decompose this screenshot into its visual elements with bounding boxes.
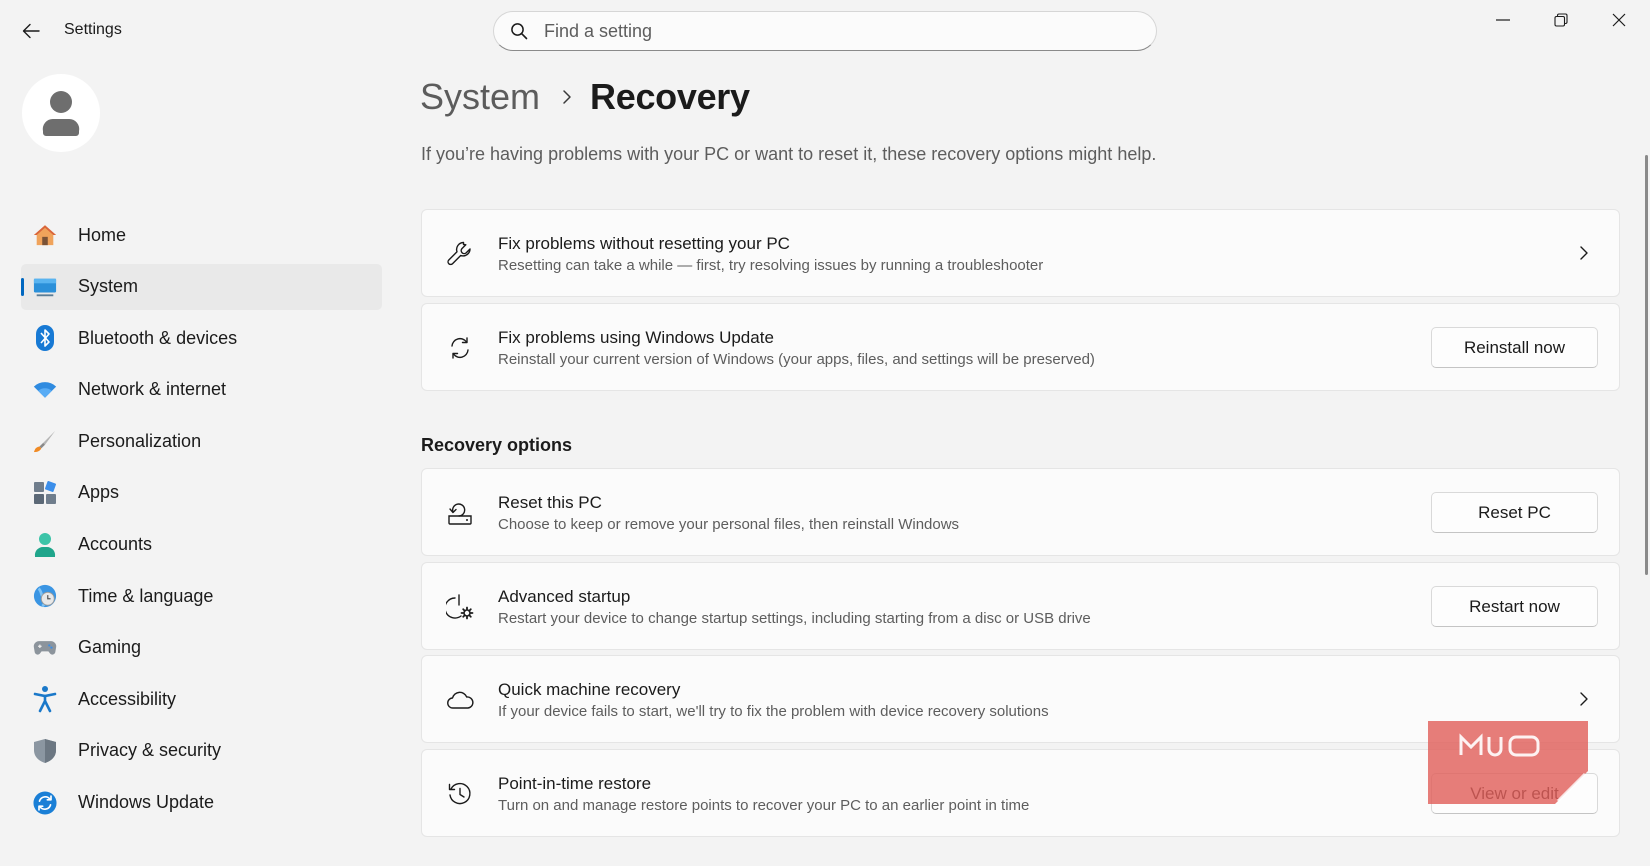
reinstall-now-button[interactable]: Reinstall now: [1431, 327, 1598, 368]
card-text: [498, 492, 959, 535]
reset-pc-card: [421, 468, 1620, 556]
reset-pc-button[interactable]: Reset PC: [1431, 492, 1598, 533]
card-description: Reinstall your current version of Windows (your apps, files, and settings will be preserved): [498, 351, 1095, 368]
card-description: If your device fails to start, we'll try to fix the problem with device recovery solutions: [498, 703, 1049, 720]
sidebar-item-label: Accounts: [78, 534, 153, 555]
muo-watermark-logo: [1428, 721, 1588, 804]
brush-icon: [33, 429, 57, 453]
restore-button[interactable]: [1532, 0, 1590, 40]
sidebar-item-label: Windows Update: [78, 792, 215, 813]
wifi-icon: [33, 378, 57, 402]
sidebar-item-apps[interactable]: [21, 470, 382, 516]
app-title: Settings: [64, 21, 122, 38]
search-icon: [508, 20, 530, 42]
cloud-icon: [444, 684, 476, 716]
sidebar-nav: [21, 212, 382, 831]
card-description: Turn on and manage restore points to recover your PC to an earlier point in time: [498, 797, 1030, 814]
accounts-icon: [33, 533, 57, 557]
apps-icon: [33, 481, 57, 505]
page-title: Recovery: [590, 76, 750, 117]
history-icon: [444, 778, 476, 810]
card-text: [498, 773, 1029, 816]
time-language-icon: [33, 584, 57, 608]
sidebar-item-system[interactable]: [21, 264, 382, 310]
card-title: Quick machine recovery: [498, 680, 681, 699]
chevron-right-icon: [1575, 690, 1593, 708]
sidebar-item-privacy-security[interactable]: [21, 728, 382, 774]
reset-pc-icon: [444, 497, 476, 529]
sidebar-item-label: System: [78, 276, 139, 297]
sidebar-item-windows-update[interactable]: [21, 780, 382, 826]
sidebar-item-accounts[interactable]: [21, 522, 382, 568]
user-avatar-icon: [41, 89, 81, 137]
card-title: Fix problems using Windows Update: [498, 328, 774, 347]
card-title: Advanced startup: [498, 587, 631, 606]
title-bar: [0, 0, 1650, 62]
sidebar-item-bluetooth-devices[interactable]: [21, 315, 382, 361]
back-arrow-icon: [22, 23, 40, 39]
section-title: Recovery options: [421, 435, 573, 455]
sidebar-item-time-language[interactable]: [21, 573, 382, 619]
sidebar-item-label: Network & internet: [78, 379, 227, 400]
restart-now-button[interactable]: Restart now: [1431, 586, 1598, 627]
advanced-startup-card: [421, 562, 1620, 650]
search-box[interactable]: [493, 11, 1157, 51]
sidebar-item-label: Privacy & security: [78, 740, 222, 761]
card-description: Restart your device to change startup settings, including starting from a disc or USB drive: [498, 610, 1091, 627]
wrench-icon: [444, 238, 476, 270]
system-icon: [33, 275, 57, 299]
sidebar-item-home[interactable]: [21, 212, 382, 258]
bluetooth-icon: [33, 326, 57, 350]
chevron-right-icon: [562, 89, 572, 105]
minimize-icon: [1496, 19, 1510, 21]
close-button[interactable]: [1590, 0, 1648, 40]
sidebar-item-label: Personalization: [78, 430, 202, 451]
card-title: Fix problems without resetting your PC: [498, 234, 790, 253]
page-description: If you’re having problems with your PC or want to reset it, these recovery options might help.: [421, 144, 1157, 164]
scrollbar-thumb[interactable]: [1645, 155, 1648, 575]
gamepad-icon: [33, 636, 57, 660]
sidebar-item-personalization[interactable]: [21, 418, 382, 464]
close-icon: [1612, 13, 1626, 27]
restore-icon: [1554, 13, 1568, 27]
breadcrumb: [420, 72, 750, 122]
sidebar-item-label: Gaming: [78, 637, 142, 658]
search-input[interactable]: [544, 21, 1104, 42]
minimize-button[interactable]: [1474, 0, 1532, 40]
home-icon: [33, 223, 57, 247]
card-title: Point-in-time restore: [498, 774, 652, 793]
sidebar-item-network-internet[interactable]: [21, 367, 382, 413]
card-text: [498, 233, 1043, 276]
shield-icon: [33, 739, 57, 763]
back-button[interactable]: [14, 14, 48, 48]
sidebar-item-label: Accessibility: [78, 688, 177, 709]
user-avatar[interactable]: [22, 74, 100, 152]
card-text: [498, 679, 1049, 722]
sidebar-item-gaming[interactable]: [21, 625, 382, 671]
accessibility-icon: [33, 687, 57, 711]
chevron-right-icon: [1575, 244, 1593, 262]
sync-icon: [444, 332, 476, 364]
sidebar-item-label: Home: [78, 224, 127, 245]
fix-problems-card[interactable]: [421, 209, 1620, 297]
card-text: [498, 586, 1091, 629]
card-description: Choose to keep or remove your personal files, then reinstall Windows: [498, 516, 960, 533]
card-text: [498, 327, 1095, 370]
sidebar-item-label: Bluetooth & devices: [78, 327, 238, 348]
sidebar-item-accessibility[interactable]: [21, 676, 382, 722]
sidebar-item-label: Time & language: [78, 585, 214, 606]
advanced-startup-icon: [444, 591, 476, 623]
breadcrumb-parent[interactable]: System: [420, 76, 541, 117]
card-title: Reset this PC: [498, 493, 602, 512]
sidebar-item-label: Apps: [78, 482, 120, 503]
card-description: Resetting can take a while — first, try resolving issues by running a troubleshooter: [498, 257, 1044, 274]
windows-update-icon: [33, 791, 57, 815]
windows-update-fix-card: [421, 303, 1620, 391]
